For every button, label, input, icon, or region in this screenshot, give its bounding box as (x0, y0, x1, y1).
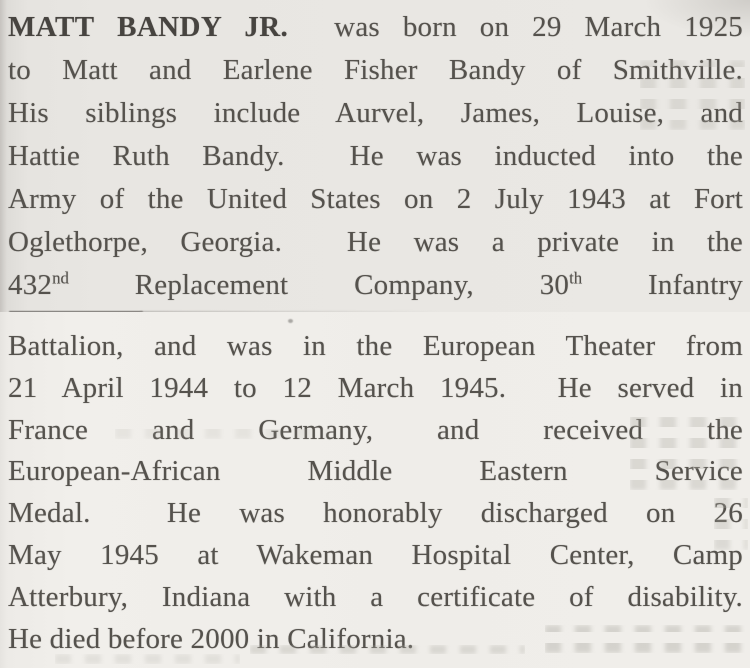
text-segment: France and Germany, and received the (8, 413, 743, 446)
text-segment: Oglethorpe, Georgia. He was a private in the (8, 226, 743, 258)
text-line (8, 178, 743, 221)
text-segment: Army of the United States on 2 July 1943 at Fort (8, 183, 743, 215)
ordinal-superscript: nd (52, 268, 69, 288)
text-line (8, 49, 743, 92)
text-segment: May 1945 at Wakeman Hospital Center, Camp (8, 538, 743, 571)
text-segment: His siblings include Aurvel, James, Louise, and (8, 97, 743, 129)
text-segment: He died before 2000 in California. (8, 622, 415, 655)
text-segment: Medal. He was honorably discharged on 26 (8, 497, 743, 530)
text-segment: Atterbury, Indiana with a certificate of disability. (8, 580, 743, 613)
text-line (8, 619, 743, 661)
text-segment: to Matt and Earlene Fisher Bandy of Smithville. (8, 54, 743, 86)
text-segment: Hattie Ruth Bandy. He was inducted into the (8, 140, 743, 172)
ink-speck (288, 319, 293, 323)
text-line (8, 410, 743, 452)
scan-block-top (0, 0, 750, 312)
text-segment: was born on 29 March 1925 (288, 11, 743, 43)
biography-paragraph-2 (8, 326, 743, 660)
text-line (8, 6, 743, 49)
text-segment: 432 (8, 269, 53, 301)
text-line (8, 368, 743, 410)
text-segment: European-African Middle Eastern Service (8, 455, 743, 488)
scan-block-bottom (0, 312, 750, 668)
text-line (8, 135, 743, 178)
text-line (8, 577, 743, 619)
text-line (8, 92, 743, 135)
text-line (8, 451, 743, 493)
subject-name: MATT BANDY JR. (8, 11, 289, 43)
text-line (8, 535, 743, 577)
text-line (8, 493, 743, 535)
biography-paragraph-1 (8, 6, 743, 307)
text-line (8, 326, 743, 368)
text-segment: Battalion, and was in the European Theater from (8, 330, 743, 362)
ordinal-superscript: th (569, 268, 583, 288)
text-segment: Replacement Company, 30 (68, 269, 570, 301)
text-segment: Infantry (582, 269, 743, 301)
text-line (8, 264, 743, 307)
text-segment: 21 April 1944 to 12 March 1945. He served in (8, 371, 743, 404)
text-line (8, 221, 743, 264)
